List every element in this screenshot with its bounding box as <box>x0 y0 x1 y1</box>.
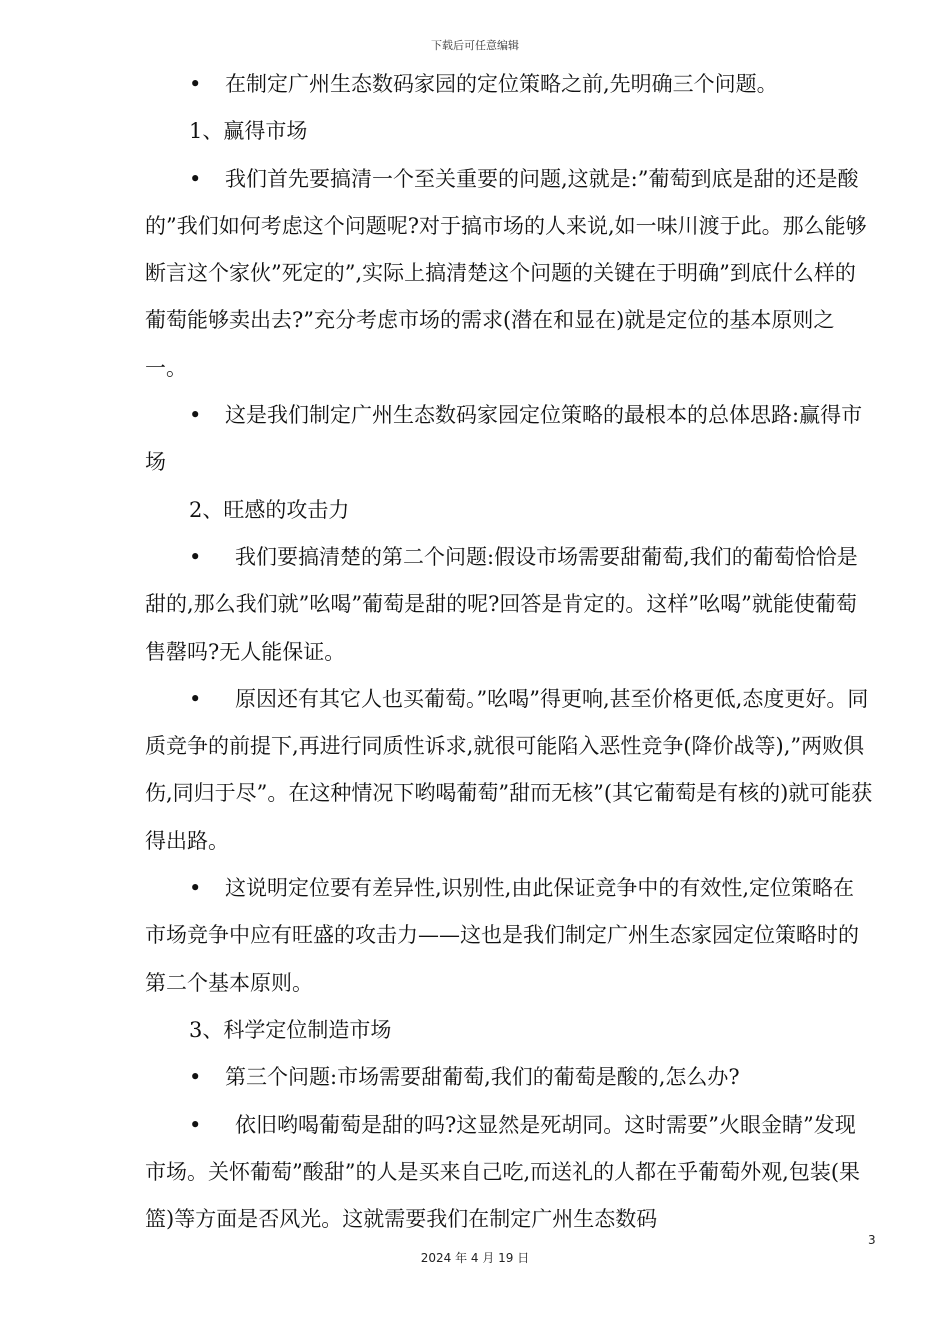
paragraph-text: 我们首先要搞清一个至关重要的问题,这就是:”葡萄到底是甜的还是酸的”我们如何考虑这个问题呢?对于搞市场的人来说,如一味川渡于此。那么能够断言这个家伙”死定的”,实际上搞清楚这个问题的关键在于明确”到底什么样的葡萄能够卖出去?”充分考虑市场的需求(潜在和显在)就是定位的基本原则之一。 <box>145 166 867 380</box>
paragraph-text: 我们要搞清楚的第二个问题:假设市场需要甜葡萄,我们的葡萄恰恰是甜的,那么我们就”吆喝”葡萄是甜的呢?回答是肯定的。这样”吆喝”就能使葡萄售罄吗?无人能保证。 <box>145 544 858 664</box>
paragraph-text: 在制定广州生态数码家园的定位策略之前,先明确三个问题。 <box>225 72 778 96</box>
bullet-dot: • <box>189 1065 202 1090</box>
page-number: 3 <box>868 1233 876 1247</box>
footer-date: 2024 年 4 月 19 日 <box>420 1251 530 1265</box>
section-heading: 2、旺感的攻击力 <box>189 497 350 522</box>
bullet-dot: • <box>189 1112 202 1137</box>
bullet-dot: • <box>189 166 202 191</box>
bullet-paragraph <box>145 534 875 676</box>
paragraph-text: 这说明定位要有差异性,识别性,由此保证竞争中的有效性,定位策略在市场竞争中应有旺盛的攻击力——这也是我们制定广州生态家园定位策略时的第二个基本原则。 <box>145 876 859 995</box>
bullet-paragraph <box>145 156 875 392</box>
paragraph-text: 原因还有其它人也买葡萄。”吆喝”得更响,甚至价格更低,态度更好。同质竞争的前提下,再进行同质性诉求,就很可能陷入恶性竞争(降价战等),”两败俱伤,同归于尽”。在这种情况下哟喝葡萄”甜而无核”(其它葡萄是有核的)就可能获得出路。 <box>145 686 873 853</box>
bullet-dot: • <box>189 544 202 569</box>
paragraph-text: 依旧哟喝葡萄是甜的吗?这显然是死胡同。这时需要”火眼金睛”发现市场。关怀葡萄”酸甜”的人是买来自己吃,而送礼的人都在乎葡萄外观,包装(果篮)等方面是否风光。这就需要我们在制定广州生态数码 <box>145 1112 861 1232</box>
page-header: 下载后可任意编辑 <box>431 39 519 52</box>
bullet-paragraph <box>145 865 875 1007</box>
paragraph-text: 这是我们制定广州生态数码家园定位策略的最根本的总体思路:赢得市场 <box>145 403 863 475</box>
paragraph-text: 第三个问题:市场需要甜葡萄,我们的葡萄是酸的,怎么办? <box>225 1065 740 1090</box>
document-body <box>145 61 875 1243</box>
bullet-paragraph <box>145 676 875 865</box>
bullet-dot: • <box>189 72 202 96</box>
section-heading: 3、科学定位制造市场 <box>189 1017 392 1042</box>
bullet-dot: • <box>189 686 202 711</box>
bullet-dot: • <box>189 876 202 901</box>
section-heading: 1、赢得市场 <box>189 119 308 144</box>
bullet-paragraph <box>145 1102 875 1244</box>
bullet-dot: • <box>189 403 202 428</box>
bullet-paragraph <box>145 392 875 487</box>
bullet-paragraph <box>145 61 875 108</box>
bullet-paragraph <box>145 1054 875 1101</box>
